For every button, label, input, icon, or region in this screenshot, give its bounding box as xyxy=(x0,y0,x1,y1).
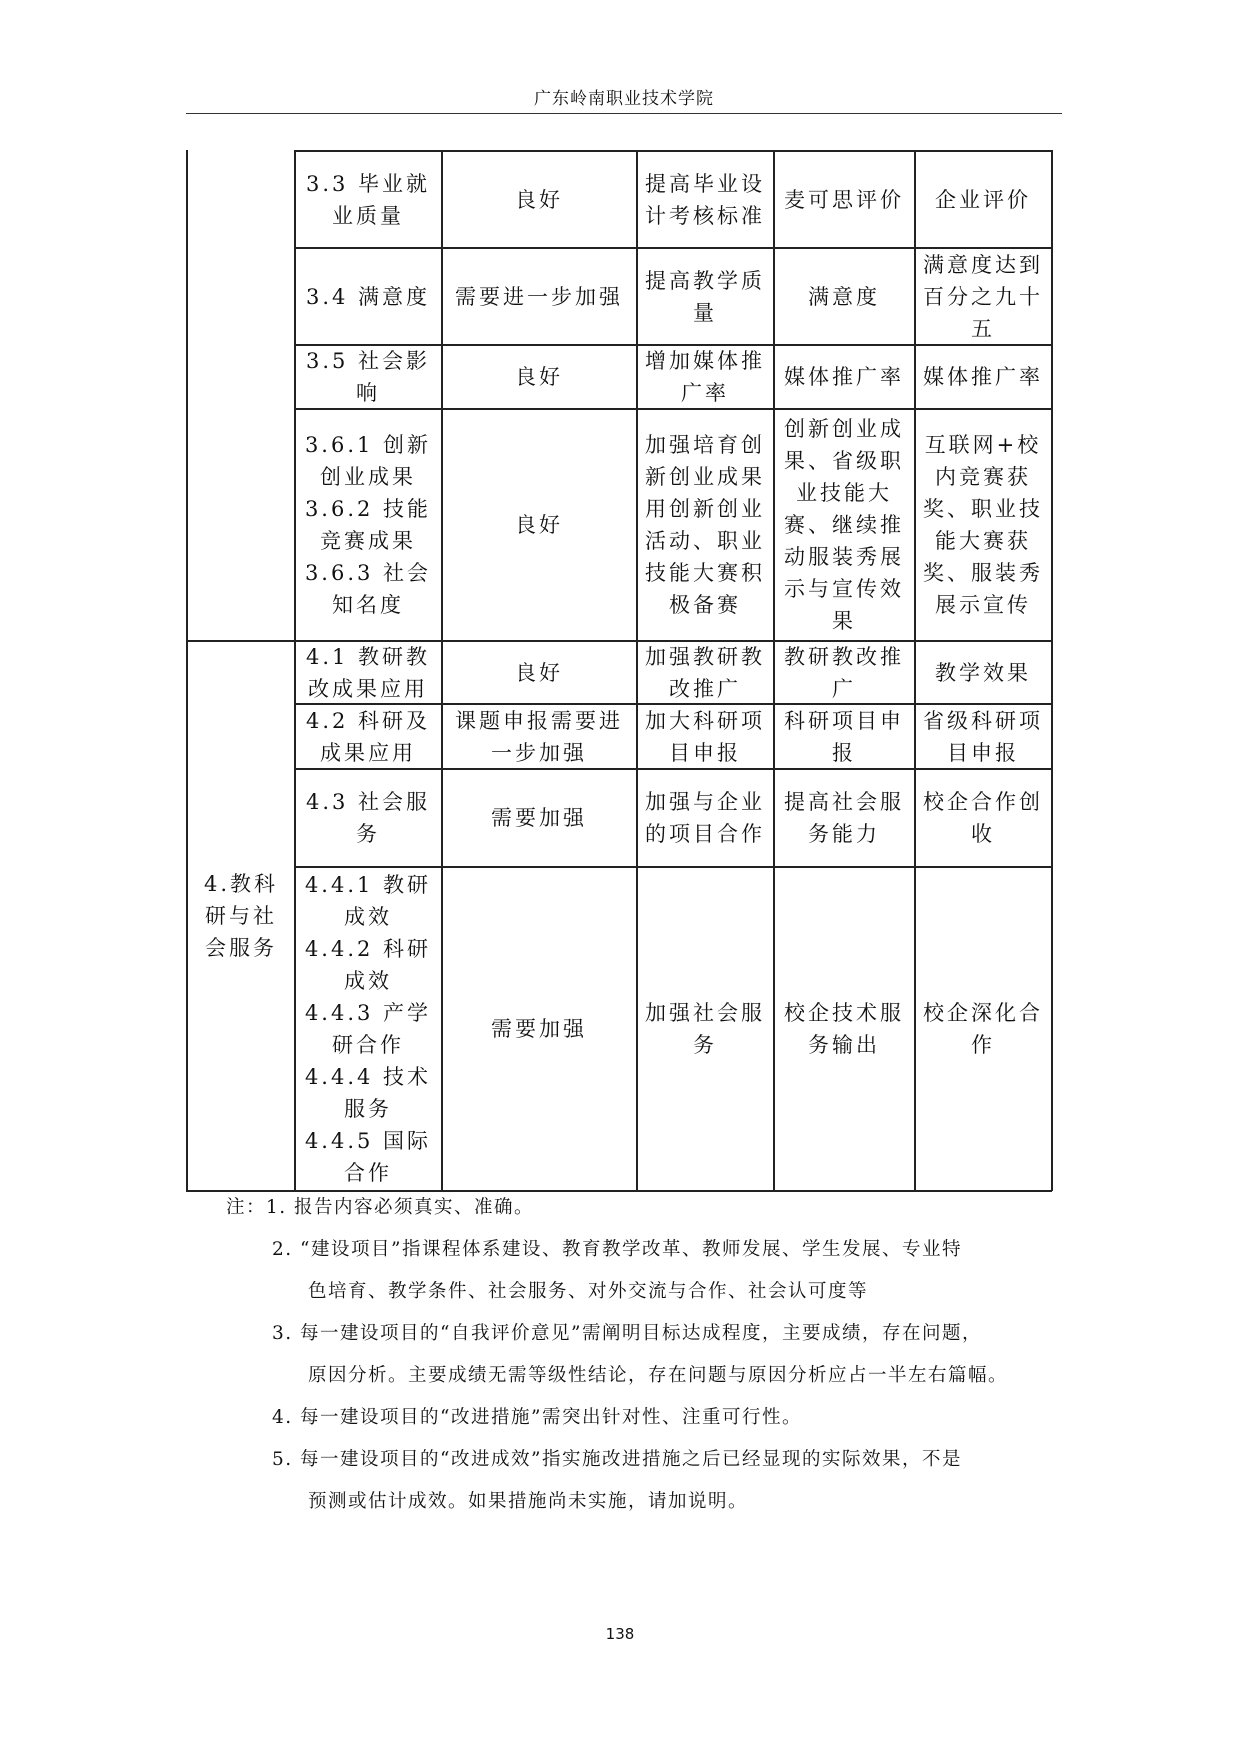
table-cell-results: 创新创业成果、省级职业技能大赛、继续推动服装秀展示与宣传效果 xyxy=(784,417,904,633)
table-cell-self-eval: 需要加强 xyxy=(491,1017,587,1041)
table-cell-evidence: 教学效果 xyxy=(935,660,1031,685)
table-cell-measures: 加强教研教改推广 xyxy=(645,644,765,701)
table-cell-item: 4.1 教研教改成果应用 xyxy=(305,644,431,701)
note-5-line-1: 5. 每一建设项目的“改进成效”指实施改进措施之后已经显现的实际效果，不是 xyxy=(272,1449,962,1470)
table-cell-self-eval: 良好 xyxy=(515,187,563,212)
table-cell-results: 教研教改推广 xyxy=(784,644,904,701)
table-line xyxy=(186,1190,1052,1192)
table-cell-item: 3.3 毕业就业质量 xyxy=(305,171,431,228)
document-header: 广东岭南职业技术学院 xyxy=(534,89,714,109)
table-cell-results: 麦可思评价 xyxy=(784,187,904,212)
table-cell-measures: 加强培育创新创业成果用创新创业活动、职业技能大赛积极备赛 xyxy=(645,433,765,617)
table-line xyxy=(1051,150,1053,1191)
table-cell-item: 4.4.1 教研 成效 4.4.2 科研 成效 4.4.3 产学 研合作 4.4.4 技术 服务 4.4.5 国际 合作 xyxy=(304,873,432,1185)
note-5-line-2: 预测或估计成效。如果措施尚未实施，请加说明。 xyxy=(308,1491,749,1512)
note-4: 4. 每一建设项目的“改进措施”需突出针对性、注重可行性。 xyxy=(272,1407,802,1428)
note-3-line-2: 原因分析。主要成绩无需等级性结论，存在问题与原因分析应占一半左右篇幅。 xyxy=(308,1365,1009,1386)
table-cell-measures: 加强与企业的项目合作 xyxy=(645,790,765,846)
note-2-line-1: 2. “建设项目”指课程体系建设、教育教学改革、教师发展、学生发展、专业特 xyxy=(272,1239,962,1260)
table-cell-measures: 提高教学质量 xyxy=(645,268,765,325)
table-cell-measures: 提高毕业设计考核标准 xyxy=(645,171,765,228)
table-cell-self-eval: 良好 xyxy=(515,365,563,389)
table-cell-evidence: 校企深化合作 xyxy=(923,1001,1043,1057)
page-number: 138 xyxy=(605,1625,635,1643)
table-cell-item: 3.6.1 创新 创业成果 3.6.2 技能 竞赛成果 3.6.3 社会 知名度 xyxy=(304,433,432,617)
table-cell-item: 3.4 满意度 xyxy=(305,284,431,309)
table-cell-self-eval: 课题申报需要进一步加强 xyxy=(455,708,623,765)
table-cell-self-eval: 良好 xyxy=(515,660,563,685)
note-1: 注：1. 报告内容必须真实、准确。 xyxy=(226,1197,535,1218)
table-cell-self-eval: 需要加强 xyxy=(491,806,587,830)
table-cell-evidence: 省级科研项目申报 xyxy=(923,708,1043,765)
table-cell-results: 校企技术服务输出 xyxy=(784,1001,904,1057)
table-cell-evidence: 校企合作创收 xyxy=(923,790,1043,846)
table-cell-measures: 加大科研项目申报 xyxy=(645,708,765,765)
table-cell-evidence: 企业评价 xyxy=(935,187,1031,212)
note-3-line-1: 3. 每一建设项目的“自我评价意见”需阐明目标达成程度，主要成绩，存在问题， xyxy=(272,1323,982,1344)
table-cell-results: 科研项目申报 xyxy=(784,708,904,765)
table-cell-evidence: 互联网+校内竞赛获奖、职业技能大赛获奖、服装秀展示宣传 xyxy=(923,433,1043,617)
table-cell-category: 4.教科研与社会服务 xyxy=(203,872,279,960)
table-cell-item: 3.5 社会影响 xyxy=(305,349,431,405)
table-cell-item: 4.3 社会服务 xyxy=(305,790,431,846)
table-cell-results: 满意度 xyxy=(808,284,880,309)
table-cell-evidence: 满意度达到百分之九十五 xyxy=(923,252,1043,341)
table-cell-evidence: 媒体推广率 xyxy=(923,365,1043,389)
table-cell-results: 媒体推广率 xyxy=(784,365,904,389)
table-cell-measures: 加强社会服务 xyxy=(645,1001,765,1057)
table-cell-self-eval: 良好 xyxy=(515,513,563,537)
note-2-line-2: 色培育、教学条件、社会服务、对外交流与合作、社会认可度等 xyxy=(308,1281,869,1302)
table-cell-measures: 增加媒体推广率 xyxy=(645,349,765,405)
table-cell-item: 4.2 科研及成果应用 xyxy=(305,708,431,765)
table-cell-results: 提高社会服务能力 xyxy=(784,790,904,846)
table-cell-self-eval: 需要进一步加强 xyxy=(455,284,623,309)
